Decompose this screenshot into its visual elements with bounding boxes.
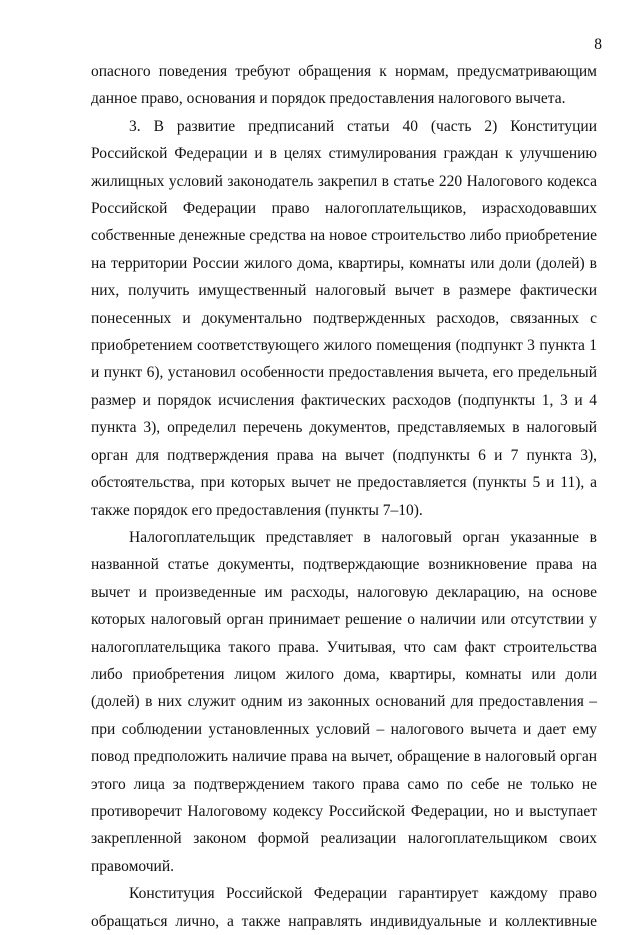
text-line: имущественный налоговый вычет в размере фактически понесенных и bbox=[91, 282, 597, 327]
paragraph-continuation bbox=[91, 58, 597, 113]
text-line: опасного поведения требуют обращения к нормам, предусматривающим bbox=[91, 63, 597, 80]
text-line: Конституция Российской Федерации гарантирует каждому право bbox=[129, 885, 597, 903]
text-line: законом формой реализации налогоплательщиком своих правомочий. bbox=[91, 830, 598, 875]
text-line: России жилого дома, квартиры, комнаты или доли (долей) в них, получить bbox=[91, 254, 597, 300]
text-line: при которых вычет не предоставляется (пункты 5 и 11), а также порядок его bbox=[91, 474, 598, 519]
text-line: денежные средства на новое строительство либо приобретение на территории bbox=[91, 227, 598, 272]
text-line: налоговый орган принимает решение о наличии или отсутствии у bbox=[150, 611, 597, 629]
paragraph-constitution bbox=[91, 880, 597, 935]
text-line: налогоплательщика такого права. Учитывая, что сам факт строительства либо bbox=[91, 638, 597, 683]
text-line: Налогоплательщик представляет в налоговый орган указанные в bbox=[129, 528, 597, 546]
paragraph-taxpayer bbox=[91, 524, 597, 880]
text-line: данное право, основания и порядок предоставления налогового вычета. bbox=[91, 90, 566, 108]
paragraph-section-3 bbox=[91, 113, 597, 524]
text-line: предоставления (пункты 7–10). bbox=[216, 501, 423, 519]
text-line: порядок исчисления фактических расходов (подпункты 1, 3 и 4 пункта 3), bbox=[91, 391, 597, 437]
text-line: определил перечень документов, представляемых в налоговый орган для bbox=[91, 419, 597, 464]
text-line: условий законодатель закрепил в статье 220 Налогового кодекса Российской bbox=[91, 172, 598, 218]
text-line: приобретения лицом жилого дома, квартиры, комнаты или доли (долей) в них bbox=[91, 665, 597, 711]
text-line: Налоговому кодексу Российской Федерации, но и выступает закрепленной bbox=[91, 802, 597, 848]
page-number: 8 bbox=[594, 36, 602, 53]
text-line: 3. В развитие предписаний статьи 40 (часть 2) Конституции Российской bbox=[91, 117, 597, 163]
text-line: соответствующего жилого помещения (подпункт 3 пункта 1 и пункт 6), bbox=[91, 337, 597, 382]
text-line: подтверждением такого права само по себе не только не противоречит bbox=[91, 775, 597, 820]
text-line: и произведенные им расходы, налоговую декларацию, на основе которых bbox=[91, 583, 598, 629]
text-line: документально подтвержденных расходов, связанных с приобретением bbox=[91, 309, 597, 355]
text-line: обращаться лично, а также направлять индивидуальные и коллективные bbox=[91, 912, 597, 930]
text-line: установил особенности предоставления вычета, его предельный размер и bbox=[91, 364, 597, 409]
text-line: установленных условий – налогового вычета и дает ему повод предположить bbox=[91, 720, 597, 766]
document-body bbox=[91, 58, 597, 935]
text-line: названной статье документы, подтверждающие возникновение права на вычет bbox=[91, 556, 597, 601]
text-line: Федерации и в целях стимулирования граждан к улучшению жилищных bbox=[91, 145, 598, 190]
text-line: наличие права на вычет, обращение в налоговый орган этого лица за bbox=[91, 748, 597, 793]
text-line: Федерации право налогоплательщиков, израсходовавших собственные bbox=[91, 200, 597, 245]
text-line: подтверждения права на вычет (подпункты 6 и 7 пункта 3), обстоятельства, bbox=[91, 446, 597, 492]
text-line: служит одним из законных оснований для предоставления – при соблюдении bbox=[91, 693, 598, 738]
